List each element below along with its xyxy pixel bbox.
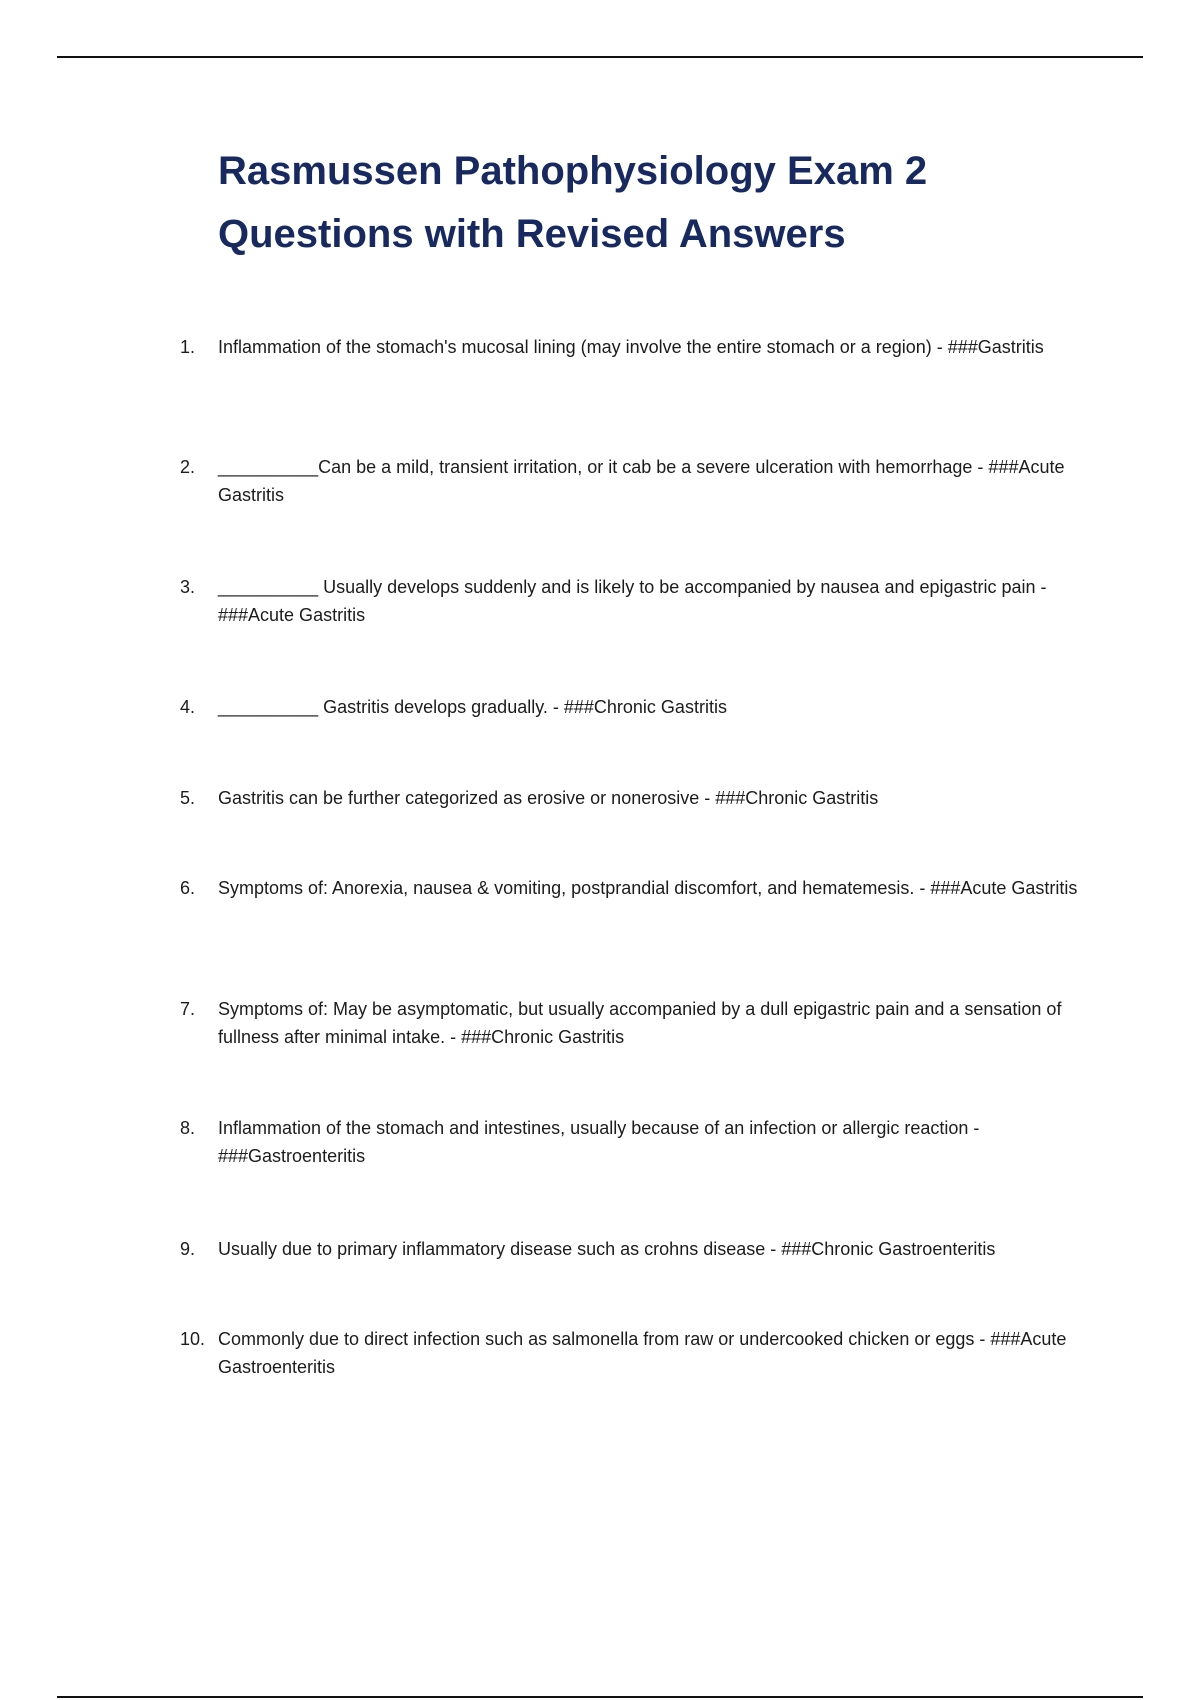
item-number: 10.	[180, 1329, 206, 1349]
item-number: 3.	[180, 577, 196, 597]
list-item	[180, 573, 1090, 629]
item-text: Symptoms of: Anorexia, nausea & vomiting, postprandial discomfort, and hematemesis. - ###Acute Gastritis	[218, 878, 1078, 898]
item-text: Gastritis can be further categorized as erosive or nonerosive - ###Chronic Gastritis	[218, 788, 879, 808]
item-number: 9.	[180, 1239, 196, 1259]
item-text: Inflammation of the stomach's mucosal lining (may involve the entire stomach or a region) - ###Gastritis	[218, 337, 1044, 357]
item-text: __________Can be a mild, transient irritation, or it cab be a severe ulceration with hemorrhage - ###Acute Gastritis	[218, 457, 1065, 505]
item-text: __________ Usually develops suddenly and is likely to be accompanied by nausea and epigastric pain - ###Acute Gastritis	[218, 577, 1047, 625]
item-number: 2.	[180, 457, 196, 477]
item-text: __________ Gastritis develops gradually. - ###Chronic Gastritis	[218, 697, 727, 717]
list-item	[180, 1325, 1090, 1381]
list-item	[180, 453, 1090, 509]
footer-rule	[57, 1696, 1143, 1698]
list-item	[180, 693, 1090, 721]
list-item	[180, 784, 1090, 812]
item-text: Commonly due to direct infection such as salmonella from raw or undercooked chicken or eggs - ###Acute Gastroenteritis	[218, 1329, 1067, 1377]
list-item	[180, 1235, 1090, 1263]
title-line-2: Questions with Revised Answers	[218, 212, 846, 256]
item-number: 5.	[180, 788, 196, 808]
item-number: 4.	[180, 697, 196, 717]
header-rule	[57, 56, 1143, 58]
page-title	[218, 140, 1118, 266]
item-number: 8.	[180, 1118, 196, 1138]
list-item	[180, 333, 1090, 361]
list-item	[180, 1114, 1090, 1170]
item-text: Symptoms of: May be asymptomatic, but usually accompanied by a dull epigastric pain and a sensation of fullness after minimal intake. - ###Chronic Gastritis	[218, 999, 1062, 1047]
item-text: Usually due to primary inflammatory disease such as crohns disease - ###Chronic Gastroenteritis	[218, 1239, 996, 1259]
list-item	[180, 874, 1090, 902]
item-text: Inflammation of the stomach and intestines, usually because of an infection or allergic reaction - ###Gastroenteritis	[218, 1118, 980, 1166]
item-number: 1.	[180, 337, 196, 357]
item-number: 6.	[180, 878, 196, 898]
item-number: 7.	[180, 999, 196, 1019]
title-line-1: Rasmussen Pathophysiology Exam 2	[218, 149, 928, 193]
list-item	[180, 995, 1090, 1051]
